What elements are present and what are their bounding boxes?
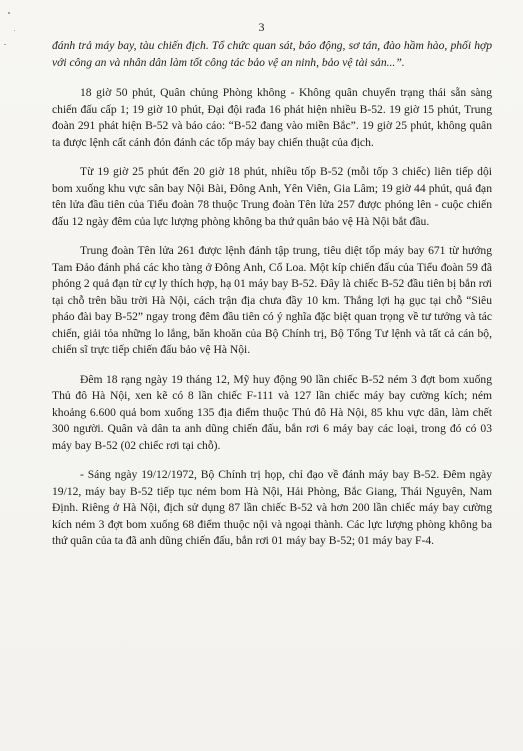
paragraph: 18 giờ 50 phút, Quân chủng Phòng không - Không quân chuyển trạng thái sẵn sàng chiến đấu cấp 1; 19 giờ 10 phút, Đại đội rađa 16 phát hiện nhiều B-52. 19 giờ 15 phút, Trung đoàn 291 phát hiện B-52 và báo cáo: “B-52 đang vào miền Bắc”. 19 giờ 25 phút, không quân ta được lệnh cất cánh đón đánh các tốp máy bay chiến thuật của địch.: [52, 86, 492, 149]
paragraph-quote-end: đánh trả máy bay, tàu chiến địch. Tổ chức quan sát, báo động, sơ tán, đào hầm hào, phối hợp với công an và nhân dân làm tốt công tác bảo vệ an ninh, bảo vệ tài sản...”.: [52, 39, 492, 69]
scan-speck: [4, 44, 6, 45]
page-number: 3: [258, 20, 265, 34]
paragraph: Từ 19 giờ 25 phút đến 20 giờ 18 phút, nhiều tốp B-52 (mỗi tốp 3 chiếc) liên tiếp dội bom xuống khu vực sân bay Nội Bài, Đông Anh, Yên Viên, Gia Lâm; 19 giờ 44 phút, quả đạn tên lửa đầu tiên của Tiểu đoàn 78 thuộc Trung đoàn Tên lửa 257 được phóng lên - cuộc chiến đấu 12 ngày đêm của lực lượng phòng không ba thứ quân bảo vệ Hà Nội bắt đầu.: [52, 165, 492, 228]
body-text: [52, 38, 492, 550]
scan-speck: [8, 12, 10, 14]
paragraph: Đêm 18 rạng ngày 19 tháng 12, Mỹ huy động 90 lần chiếc B-52 ném 3 đợt bom xuống Thủ đô Hà Nội, xen kẽ có 8 lần chiếc F-111 và 127 lần chiếc máy bay cường kích; ném khoảng 6.600 quả bom xuống 135 địa điểm thuộc Thủ đô Hà Nội, 85 khu vực dân, làm chết 300 người. Quân và dân ta anh dũng chiến đấu, bắn rơi 6 máy bay các loại, trong đó có 03 máy bay B-52 (02 chiếc rơi tại chỗ).: [52, 372, 492, 452]
paragraph: - Sáng ngày 19/12/1972, Bộ Chính trị họp, chỉ đạo về đánh máy bay B-52. Đêm ngày 19/12, máy bay B-52 tiếp tục ném bom Hà Nội, Hải Phòng, Bắc Giang, Thái Nguyên, Nam Định. Riêng ở Hà Nội, địch sử dụng 87 lần chiếc B-52 và hơn 200 lần chiếc máy bay cường kích ném 3 đợt bom xuống 68 điểm thuộc nội và ngoại thành. Các lực lượng phòng không ba thứ quân của ta đã anh dũng chiến đấu, bắn rơi 01 máy bay B-52; 01 máy bay F-4.: [52, 468, 492, 547]
paragraph: Trung đoàn Tên lửa 261 được lệnh đánh tập trung, tiêu diệt tốp máy bay 671 từ hướng Tam Đảo đánh phá các kho tàng ở Đông Anh, Cổ Loa. Một kíp chiến đấu của Tiểu đoàn 59 đã phóng 2 quả đạn từ cự ly thích hợp, hạ 01 máy bay B-52. Đây là chiếc B-52 đầu tiên bị bắn rơi tại chỗ trên bầu trời Hà Nội, cách trận địa chưa đầy 10 km. Thắng lợi hạ gục tại chỗ “Siêu pháo đài bay B-52” ngay trong đêm đầu tiên có ý nghĩa đặc biệt quan trọng về tư tưởng và tác chiến, giải tỏa những lo lắng, băn khoăn của Bộ Chính trị, Bộ Tổng Tư lệnh và tất cả cán bộ, chiến sĩ trực tiếp chiến đấu bảo vệ Hà Nội.: [52, 244, 492, 356]
